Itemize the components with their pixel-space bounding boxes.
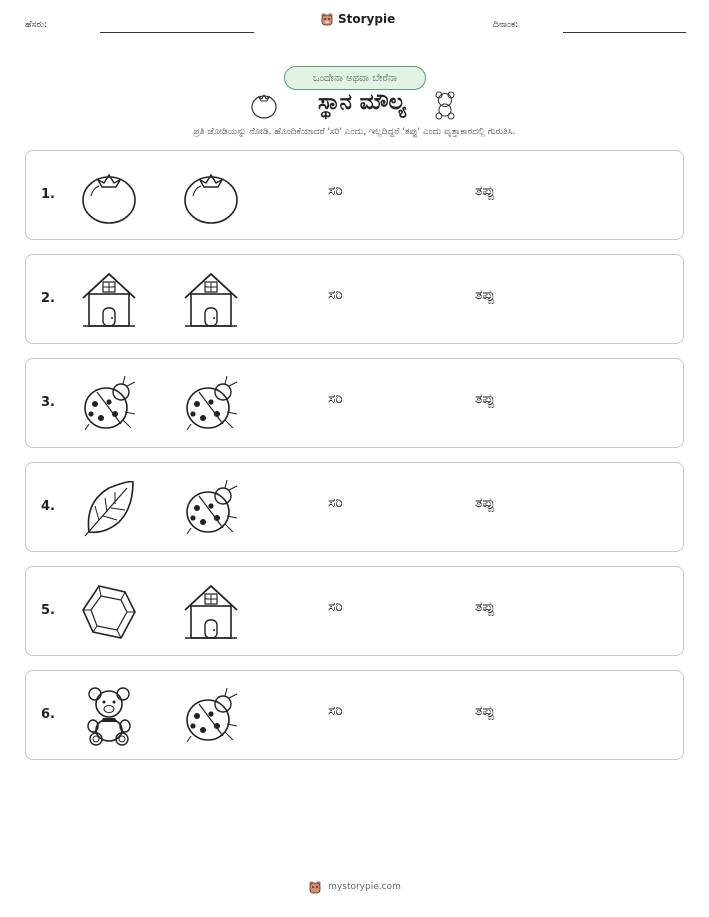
date-line[interactable] [563, 32, 686, 33]
ladybug-icon [181, 374, 241, 438]
true-option[interactable]: ಸರಿ [328, 495, 343, 511]
tomato-icon [181, 166, 241, 230]
false-option[interactable]: ತಪ್ಪು [475, 391, 495, 407]
brand-logo [320, 12, 395, 26]
ladybug-icon [79, 374, 139, 438]
question-number: 1. [41, 187, 55, 202]
question-number: 2. [41, 291, 55, 306]
question-number: 4. [41, 499, 55, 514]
ladybug-icon [181, 686, 241, 750]
tomato-icon [79, 166, 139, 230]
question-number: 5. [41, 603, 55, 618]
true-option[interactable]: ಸರಿ [328, 703, 343, 719]
question-number: 3. [41, 395, 55, 410]
true-option[interactable]: ಸರಿ [328, 183, 343, 199]
false-option[interactable]: ತಪ್ಪು [475, 703, 495, 719]
teddy-bear-icon [79, 686, 139, 750]
true-option[interactable]: ಸರಿ [328, 391, 343, 407]
true-option[interactable]: ಸರಿ [328, 599, 343, 615]
date-label: ದಿನಾಂಕ: [493, 20, 519, 30]
footer [0, 880, 709, 894]
question-card [25, 254, 684, 344]
house-icon [181, 582, 241, 646]
question-number: 6. [41, 707, 55, 722]
question-card [25, 358, 684, 448]
teddy-bear-icon [430, 90, 460, 120]
name-line[interactable] [100, 32, 254, 33]
bear-logo-icon [320, 12, 334, 26]
question-card [25, 670, 684, 760]
house-icon [181, 270, 241, 334]
brand-name: Storypie [338, 12, 396, 26]
footer-url: mystorypie.com [328, 882, 401, 892]
bear-logo-icon [308, 880, 322, 894]
false-option[interactable]: ತಪ್ಪು [475, 599, 495, 615]
ladybug-icon [181, 478, 241, 542]
page-title: ಸ್ಥಾನ ಮೌಲ್ಯ [318, 90, 406, 115]
tomato-icon [249, 90, 279, 120]
question-card [25, 462, 684, 552]
subtitle-pill: ಒಂದೇನಾ ಅಥವಾ ಬೇರೆನಾ [284, 66, 426, 90]
instructions: ಪ್ರತಿ ಜೋಡಿಯನ್ನು ನೋಡಿ. ಹೊಂದಿಕೆಯಾದರೆ 'ಸರಿ' ಎಂದು, ಇಲ್ಲದಿದ್ದರೆ 'ತಪ್ಪು' ಎಂದು ವೃತ್ತಾಕಾರದಲ್ಲಿ ಗುರುತಿಸಿ. [193, 127, 516, 137]
false-option[interactable]: ತಪ್ಪು [475, 287, 495, 303]
question-card [25, 566, 684, 656]
true-option[interactable]: ಸರಿ [328, 287, 343, 303]
leaf-icon [79, 478, 139, 542]
house-icon [79, 270, 139, 334]
name-label: ಹೆಸರು: [25, 20, 48, 30]
false-option[interactable]: ತಪ್ಪು [475, 495, 495, 511]
question-card [25, 150, 684, 240]
gem-icon [79, 582, 139, 646]
false-option[interactable]: ತಪ್ಪು [475, 183, 495, 199]
